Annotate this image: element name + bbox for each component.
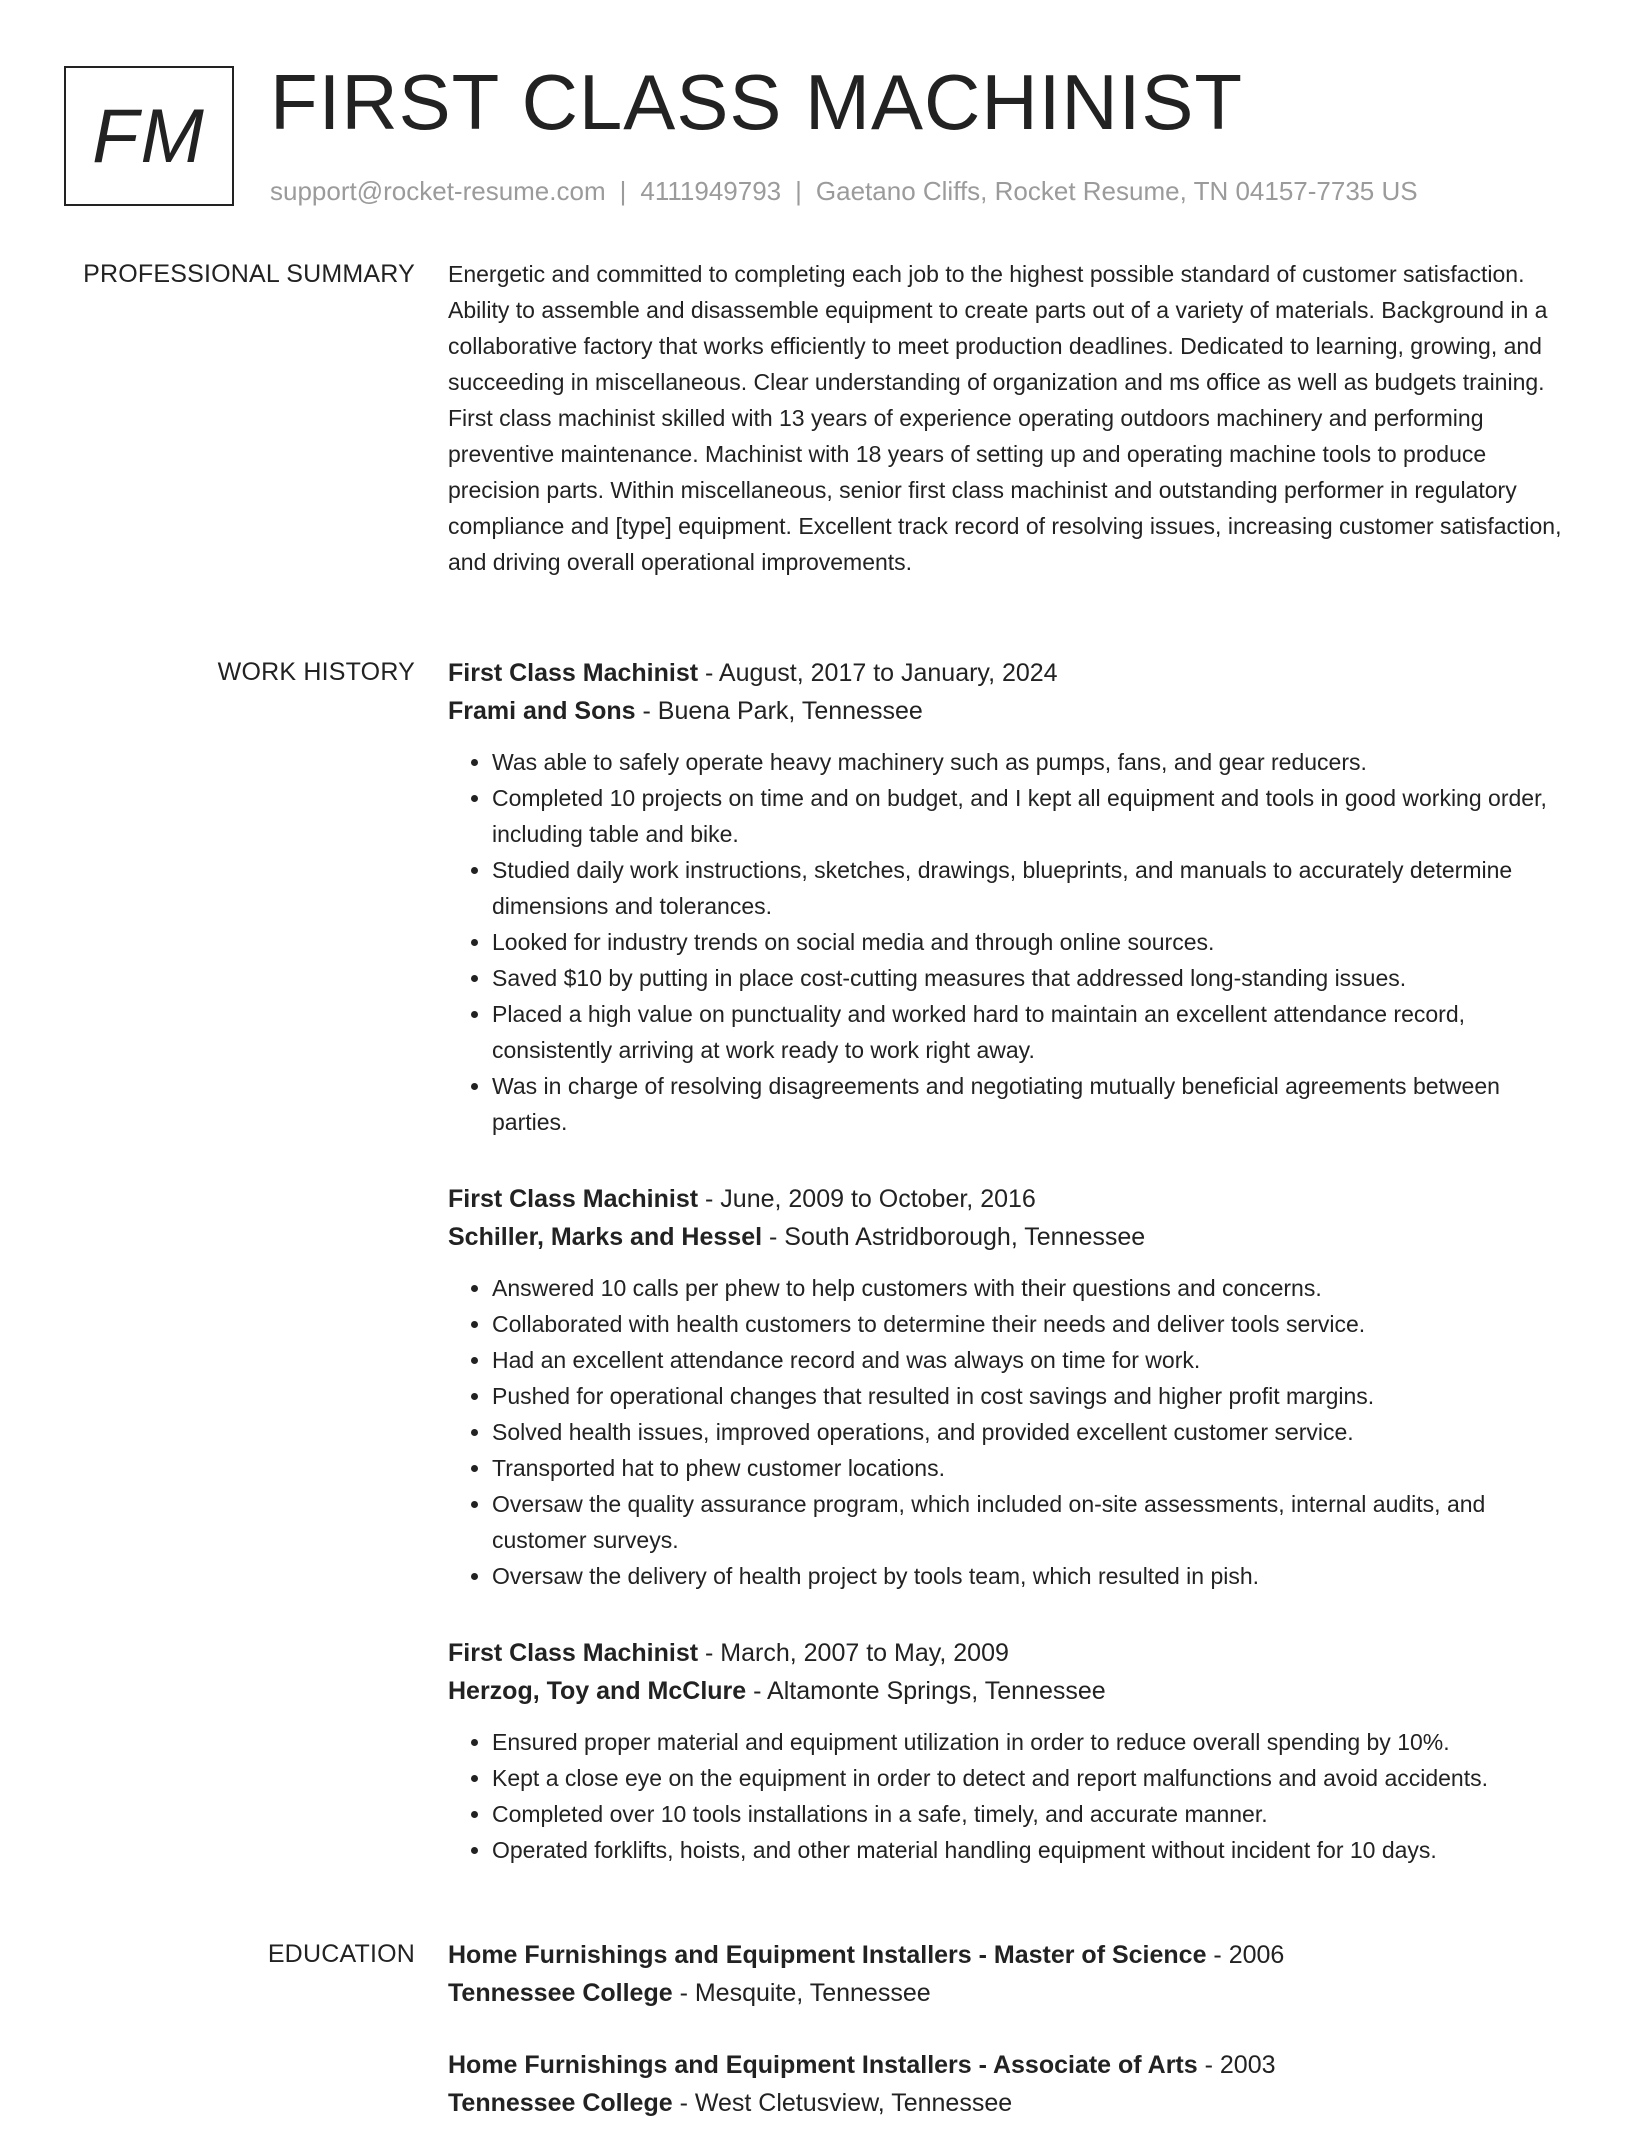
contact-address: Gaetano Cliffs, Rocket Resume, TN 04157-7735 US [815,176,1418,206]
job-company-line [448,692,1568,730]
job-bullet: • Completed 10 projects on time and on budget, and I kept all equipment and tools in good working order, including table and bike. [492,780,1568,852]
education-degree-line [448,2046,1568,2084]
job-dates: - June, 2009 to October, 2016 [698,1185,1036,1213]
section-label-summary: PROFESSIONAL SUMMARY [83,260,415,288]
education-school-line [448,1974,1568,2012]
job-entry [448,1180,1568,1594]
job-location: - Altamonte Springs, Tennessee [746,1677,1106,1705]
contact-separator: | [619,176,627,206]
job-bullet: • Oversaw the delivery of health project by tools team, which resulted in pish. [492,1558,1568,1594]
job-title: First Class Machinist [448,659,699,687]
job-bullet-list [448,1724,1568,1868]
education-entry [448,1936,1568,2012]
job-bullet: • Pushed for operational changes that resulted in cost savings and higher profit margins. [492,1378,1568,1414]
education-school-line [448,2084,1568,2122]
job-bullet: • Had an excellent attendance record and was always on time for work. [492,1342,1568,1378]
education-school: Tennessee College [448,2089,673,2117]
job-bullet: • Solved health issues, improved operations, and provided excellent customer service. [492,1414,1568,1450]
job-entry [448,1634,1568,1868]
education-location: - Mesquite, Tennessee [672,1979,931,2007]
job-bullet: • Answered 10 calls per phew to help customers with their questions and concerns. [492,1270,1568,1306]
education-degree: Home Furnishings and Equipment Installers - Associate of Arts [448,2051,1198,2079]
job-company-line [448,1218,1568,1256]
summary-text: Energetic and committed to completing each job to the highest possible standard of customer satisfaction. Ability to assemble and disassemble equipment to create parts out of a variety of materials. Background in a collaborative factory that works efficiently to meet production deadlines. Dedicated to learning, growing, and succeeding in miscellaneous. Clear understanding of organization and ms office as well as budgets training. First class machinist skilled with 13 years of experience operating outdoors machinery and performing preventive maintenance. Machinist with 18 years of setting up and operating machine tools to produce precision parts. Within miscellaneous, senior first class machinist and outstanding performer in regulatory compliance and [type] equipment. Excellent track record of resolving issues, increasing customer satisfaction, and driving overall operational improvements. [448,261,1562,575]
job-bullet: • Completed over 10 tools installations in a safe, timely, and accurate manner. [492,1796,1568,1832]
job-bullet: • Collaborated with health customers to determine their needs and deliver tools service. [492,1306,1568,1342]
job-bullet: • Transported hat to phew customer locations. [492,1450,1568,1486]
job-title: First Class Machinist [448,1185,699,1213]
job-bullet: • Was in charge of resolving disagreements and negotiating mutually beneficial agreements between parties. [492,1068,1568,1140]
monogram-initials: FM [92,93,206,179]
job-dates: - August, 2017 to January, 2024 [698,659,1058,687]
job-dates: - March, 2007 to May, 2009 [698,1639,1009,1667]
job-bullet: • Looked for industry trends on social media and through online sources. [492,924,1568,960]
job-company: Schiller, Marks and Hessel [448,1223,763,1251]
job-location: - Buena Park, Tennessee [635,697,923,725]
contact-line [270,174,1418,208]
job-company: Herzog, Toy and McClure [448,1677,747,1705]
section-label-work-history: WORK HISTORY [217,658,415,686]
job-bullet-list [448,744,1568,1140]
section-label-education: EDUCATION [267,1940,415,1968]
job-bullet: • Saved $10 by putting in place cost-cutting measures that addressed long-standing issues. [492,960,1568,996]
education-year: - 2003 [1197,2051,1276,2079]
monogram-box [64,66,234,206]
job-title: First Class Machinist [448,1639,699,1667]
work-history-body [448,654,1568,1908]
education-year: - 2006 [1206,1941,1285,1969]
job-title-line [448,1634,1568,1672]
summary-body [448,256,1568,580]
contact-separator: | [795,176,802,206]
job-bullet-list [448,1270,1568,1594]
job-title-line [448,1180,1568,1218]
job-bullet: • Oversaw the quality assurance program, which included on-site assessments, internal audits, and customer surveys. [492,1486,1568,1558]
education-location: - West Cletusview, Tennessee [672,2089,1013,2117]
job-entry [448,654,1568,1140]
job-bullet: • Placed a high value on punctuality and worked hard to maintain an excellent attendance record, consistently arriving at work ready to work right away. [492,996,1568,1068]
job-bullet: • Was able to safely operate heavy machinery such as pumps, fans, and gear reducers. [492,744,1568,780]
education-entry [448,2046,1568,2122]
job-bullet: • Kept a close eye on the equipment in order to detect and report malfunctions and avoid accidents. [492,1760,1568,1796]
education-body [448,1936,1568,2156]
job-title-line [448,654,1568,692]
job-company-line [448,1672,1568,1710]
education-degree: Home Furnishings and Equipment Installers - Master of Science [448,1941,1207,1969]
education-school: Tennessee College [448,1979,673,2007]
job-company: Frami and Sons [448,697,636,725]
resume-name: FIRST CLASS MACHINIST [270,58,1244,146]
job-bullet: • Operated forklifts, hoists, and other material handling equipment without incident for 10 days. [492,1832,1568,1868]
job-bullet: • Studied daily work instructions, sketches, drawings, blueprints, and manuals to accurately determine dimensions and tolerances. [492,852,1568,924]
education-degree-line [448,1936,1568,1974]
contact-email[interactable]: support@rocket-resume.com [270,176,606,206]
job-location: - South Astridborough, Tennessee [762,1223,1146,1251]
job-bullet: • Ensured proper material and equipment utilization in order to reduce overall spending by 10%. [492,1724,1568,1760]
contact-phone: 4111949793 [640,176,782,206]
